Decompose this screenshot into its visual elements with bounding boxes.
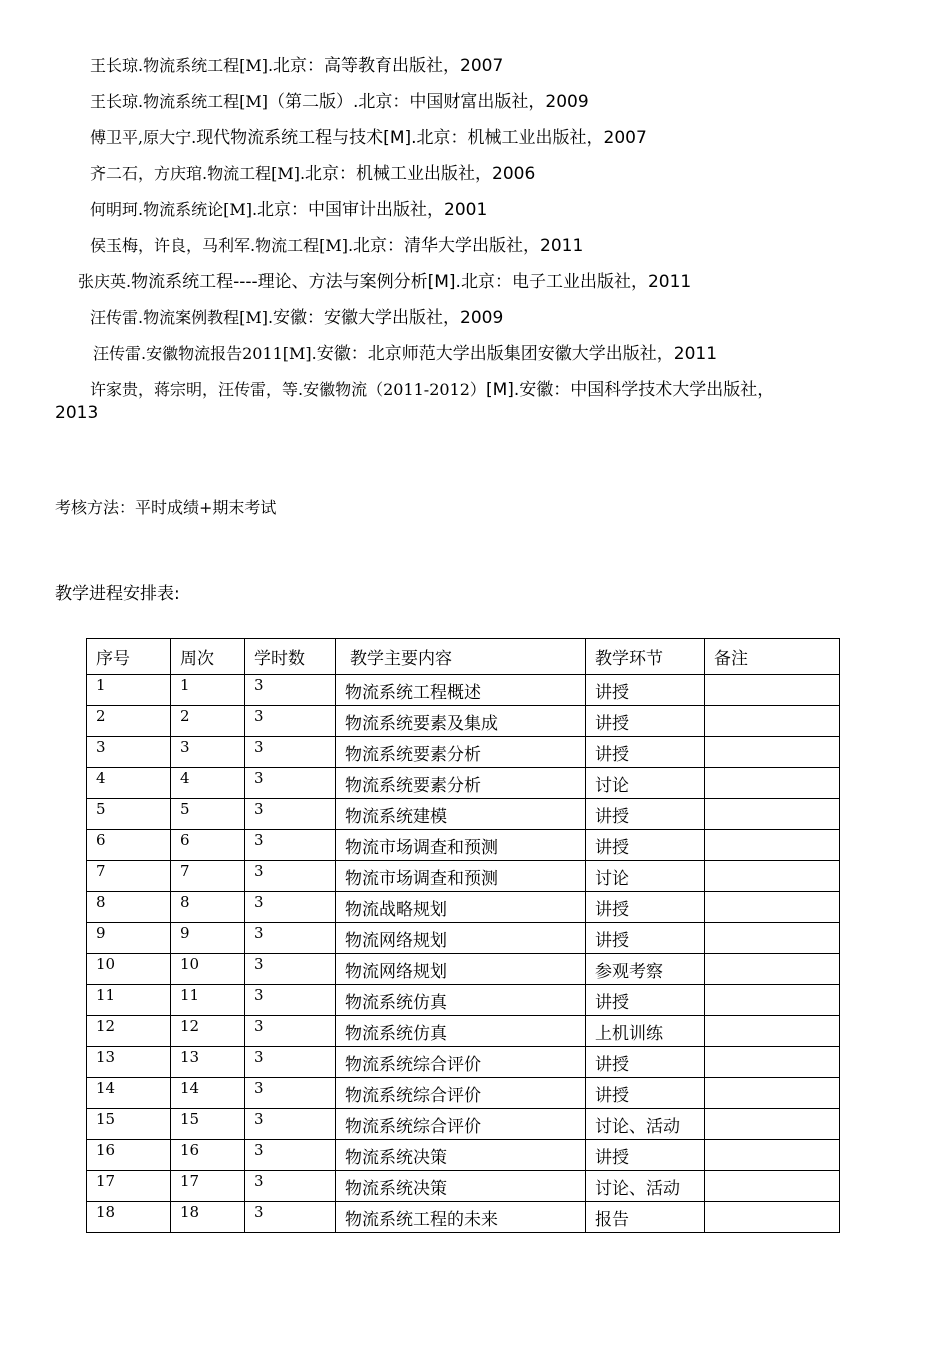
table-row [87,799,840,830]
reference-publisher: （第二版）.北京：中国财富出版社，2009 [267,92,589,112]
table-row [87,985,840,1016]
cell-hours: 3 [245,675,336,706]
cell-index: 8 [87,892,171,923]
cell-week: 14 [171,1078,245,1109]
cell-index: 2 [87,706,171,737]
table-row [87,737,840,768]
reference-authors: 汪传雷.安徽物流报告2011[M]. [93,344,317,363]
reference-continuation: 2013 [55,403,99,423]
reference-authors: 王长琼.物流系统工程[M] [90,92,268,111]
cell-session-type: 讲授 [586,923,705,954]
cell-week: 10 [171,954,245,985]
cell-index: 1 [87,675,171,706]
table-row [87,923,840,954]
cell-notes [705,706,840,737]
cell-content: 物流系统仿真 [336,1016,586,1047]
cell-hours: 3 [245,830,336,861]
cell-index: 14 [87,1078,171,1109]
cell-index: 16 [87,1140,171,1171]
cell-week: 7 [171,861,245,892]
cell-hours: 3 [245,861,336,892]
cell-notes [705,1140,840,1171]
cell-content: 物流系统要素及集成 [336,706,586,737]
cell-notes [705,799,840,830]
header-hours: 学时数 [245,639,336,675]
reference-item [0,192,951,228]
cell-session-type: 讲授 [586,892,705,923]
cell-session-type: 讲授 [586,675,705,706]
reference-publisher: 现代物流系统工程与技术[M].北京：机械工业出版社，2007 [196,128,647,148]
reference-item [0,336,951,372]
cell-week: 17 [171,1171,245,1202]
cell-content: 物流网络规划 [336,923,586,954]
cell-index: 9 [87,923,171,954]
cell-notes [705,985,840,1016]
cell-notes [705,737,840,768]
reference-item [0,300,951,336]
cell-week: 6 [171,830,245,861]
cell-index: 3 [87,737,171,768]
cell-week: 16 [171,1140,245,1171]
table-row [87,768,840,799]
cell-index: 5 [87,799,171,830]
reference-publisher: 北京：中国审计出版社，2001 [257,200,488,220]
cell-notes [705,1047,840,1078]
cell-notes [705,768,840,799]
cell-session-type: 讲授 [586,1140,705,1171]
cell-content: 物流市场调查和预测 [336,861,586,892]
cell-hours: 3 [245,985,336,1016]
table-row [87,1016,840,1047]
header-index: 序号 [87,639,171,675]
table-row [87,954,840,985]
reference-item [0,156,951,192]
table-row [87,861,840,892]
cell-notes [705,954,840,985]
table-row [87,1109,840,1140]
cell-content: 物流系统建模 [336,799,586,830]
reference-authors: 张庆英. [78,272,132,291]
cell-content: 物流系统综合评价 [336,1078,586,1109]
cell-index: 15 [87,1109,171,1140]
cell-hours: 3 [245,923,336,954]
cell-session-type: 讲授 [586,830,705,861]
reference-list [0,48,951,424]
cell-content: 物流系统决策 [336,1140,586,1171]
cell-content: 物流系统决策 [336,1171,586,1202]
cell-index: 4 [87,768,171,799]
cell-session-type: 报告 [586,1202,705,1233]
table-row [87,1078,840,1109]
cell-hours: 3 [245,706,336,737]
table-row [87,1047,840,1078]
cell-notes [705,1109,840,1140]
reference-publisher: 安徽：北京师范大学出版集团安徽大学出版社，2011 [316,344,718,364]
cell-session-type: 讲授 [586,799,705,830]
reference-authors: 侯玉梅，许良，马利军.物流工程[M]. [90,236,354,255]
cell-hours: 3 [245,1171,336,1202]
schedule-table [86,638,840,1233]
reference-publisher: 物流系统工程----理论、方法与案例分析[M].北京：电子工业出版社，2011 [131,272,692,292]
cell-session-type: 讲授 [586,737,705,768]
reference-publisher: [M].安徽：中国科学技术大学出版社， [485,380,775,400]
reference-item [0,228,951,264]
cell-week: 9 [171,923,245,954]
reference-authors: 齐二石，方庆琯.物流工程[M]. [90,164,306,183]
cell-notes [705,923,840,954]
reference-item [0,48,951,84]
cell-content: 物流系统工程的未来 [336,1202,586,1233]
schedule-body [87,675,840,1233]
reference-authors: 王长琼.物流系统工程[M]. [90,56,274,75]
cell-week: 3 [171,737,245,768]
cell-hours: 3 [245,1078,336,1109]
cell-content: 物流系统仿真 [336,985,586,1016]
cell-session-type: 讨论、活动 [586,1109,705,1140]
cell-notes [705,1016,840,1047]
table-row [87,1140,840,1171]
cell-week: 4 [171,768,245,799]
reference-authors: 许家贵，蒋宗明，汪传雷，等.安徽物流（2011-2012） [90,380,486,399]
cell-index: 18 [87,1202,171,1233]
table-row [87,830,840,861]
reference-publisher: 安徽：安徽大学出版社，2009 [273,308,504,328]
cell-content: 物流战略规划 [336,892,586,923]
cell-hours: 3 [245,768,336,799]
reference-item [0,120,951,156]
cell-week: 15 [171,1109,245,1140]
header-content: 教学主要内容 [336,639,586,675]
cell-session-type: 讨论、活动 [586,1171,705,1202]
reference-authors: 汪传雷.物流案例教程[M]. [90,308,274,327]
cell-index: 6 [87,830,171,861]
cell-week: 12 [171,1016,245,1047]
cell-index: 7 [87,861,171,892]
cell-content: 物流系统综合评价 [336,1047,586,1078]
cell-content: 物流系统综合评价 [336,1109,586,1140]
cell-hours: 3 [245,1109,336,1140]
cell-hours: 3 [245,954,336,985]
reference-item [0,372,951,424]
table-row [87,706,840,737]
cell-content: 物流系统要素分析 [336,737,586,768]
cell-hours: 3 [245,1202,336,1233]
header-week: 周次 [171,639,245,675]
cell-index: 10 [87,954,171,985]
cell-session-type: 上机训练 [586,1016,705,1047]
cell-session-type: 讲授 [586,706,705,737]
table-row [87,1171,840,1202]
cell-week: 2 [171,706,245,737]
cell-session-type: 讨论 [586,768,705,799]
cell-index: 17 [87,1171,171,1202]
cell-index: 13 [87,1047,171,1078]
cell-hours: 3 [245,1047,336,1078]
cell-notes [705,861,840,892]
table-row [87,892,840,923]
cell-notes [705,1171,840,1202]
cell-week: 18 [171,1202,245,1233]
cell-content: 物流网络规划 [336,954,586,985]
cell-week: 1 [171,675,245,706]
table-row [87,675,840,706]
cell-week: 11 [171,985,245,1016]
cell-hours: 3 [245,1140,336,1171]
cell-hours: 3 [245,892,336,923]
cell-notes [705,1202,840,1233]
cell-session-type: 讨论 [586,861,705,892]
reference-item [0,84,951,120]
reference-authors: 何明珂.物流系统论[M]. [90,200,258,219]
reference-item [0,264,951,300]
cell-week: 5 [171,799,245,830]
cell-hours: 3 [245,799,336,830]
cell-session-type: 讲授 [586,1047,705,1078]
reference-authors: 傅卫平,原大宁. [90,128,197,147]
cell-content: 物流市场调查和预测 [336,830,586,861]
cell-hours: 3 [245,1016,336,1047]
header-session-type: 教学环节 [586,639,705,675]
reference-publisher: 北京：机械工业出版社，2006 [305,164,536,184]
table-row [87,1202,840,1233]
cell-index: 12 [87,1016,171,1047]
cell-session-type: 讲授 [586,985,705,1016]
cell-content: 物流系统要素分析 [336,768,586,799]
assessment-method: 考核方法：平时成绩+期末考试 [55,498,277,517]
cell-session-type: 讲授 [586,1078,705,1109]
cell-index: 11 [87,985,171,1016]
cell-hours: 3 [245,737,336,768]
cell-notes [705,1078,840,1109]
header-notes: 备注 [705,639,840,675]
cell-notes [705,892,840,923]
cell-week: 8 [171,892,245,923]
reference-publisher: 北京：清华大学出版社，2011 [353,236,584,256]
cell-content: 物流系统工程概述 [336,675,586,706]
cell-notes [705,675,840,706]
cell-session-type: 参观考察 [586,954,705,985]
reference-publisher: 北京：高等教育出版社，2007 [273,56,504,76]
cell-notes [705,830,840,861]
cell-week: 13 [171,1047,245,1078]
table-header-row [87,639,840,675]
schedule-title: 教学进程安排表: [55,584,180,604]
